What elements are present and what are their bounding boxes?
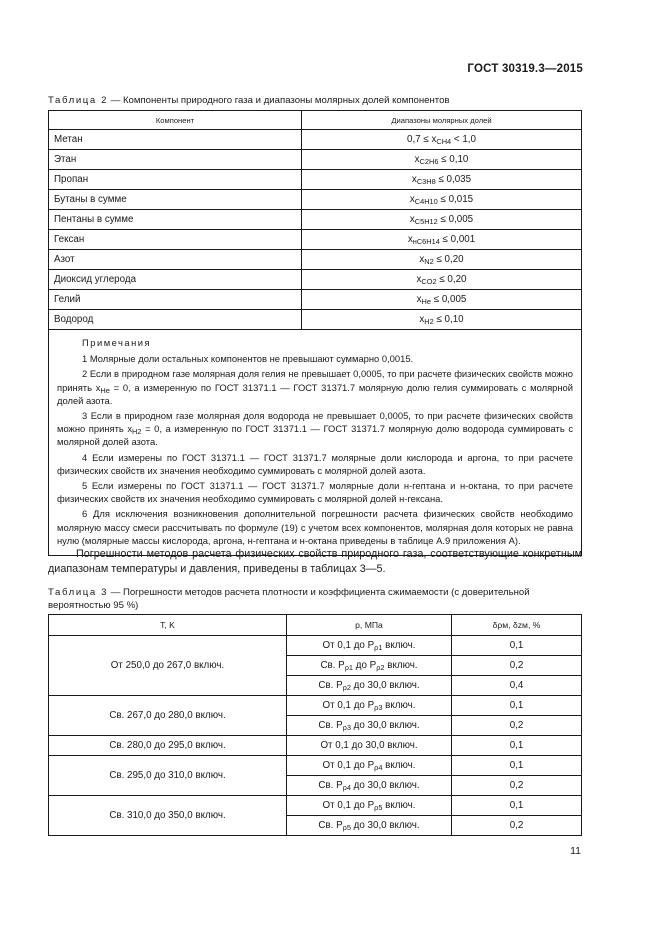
pressure-range xyxy=(287,816,452,836)
component-name: Бутаны в сумме xyxy=(49,190,302,210)
pressure-prefix: От 0,1 до P xyxy=(322,760,375,771)
note-5: 5 Если измерены по ГОСТ 31371.1 — ГОСТ 31371.7 молярные доли н-гептана и н-октана, то при расчете физических свойств их значения необходимо суммировать с молярной долей н-гексана. xyxy=(57,480,573,505)
table-row xyxy=(49,230,582,250)
pressure-suffix: до 30,0 включ. xyxy=(350,720,420,731)
range-subscript: CH4 xyxy=(436,137,452,146)
table-row xyxy=(49,696,582,716)
pressure-suffix: включ. xyxy=(382,800,416,811)
note-3 xyxy=(57,409,573,449)
range-subscript: C4H10 xyxy=(414,197,438,206)
table-row xyxy=(49,736,582,756)
pressure-range xyxy=(287,756,452,776)
pressure-prefix: Св. P xyxy=(318,720,343,731)
range-prefix: x xyxy=(409,214,415,225)
range-prefix: 0,7 ≤ x xyxy=(407,134,437,145)
table2-body xyxy=(49,130,582,330)
table3-caption-text: — Погрешности методов расчета плотности и коэффициента сжимаемости (с доверительной вероятностью 95 %) xyxy=(48,587,530,611)
pressure-prefix: Св. P xyxy=(318,680,343,691)
component-name: Пентаны в сумме xyxy=(49,210,302,230)
table2-caption xyxy=(48,94,588,107)
document-code: ГОСТ 30319.3—2015 xyxy=(467,63,583,75)
range-subscript: H2 xyxy=(424,317,434,326)
table3-body xyxy=(49,636,582,836)
component-name: Диоксид углерода xyxy=(49,270,302,290)
note-3-part-b: = 0, а измеренную по ГОСТ 31371.1 — ГОСТ 31371.7 молярную долю водорода суммировать с молярной долей азота. xyxy=(57,423,574,448)
table3-caption-label: Таблица 3 xyxy=(48,587,109,598)
note-4: 4 Если измерены по ГОСТ 31371.1 — ГОСТ 31371.7 молярные доли кислорода и аргона, то при расчете физических свойств их значения необходимо суммировать с молярной долей азота. xyxy=(57,451,573,476)
component-range xyxy=(302,130,582,150)
component-name: Водород xyxy=(49,310,302,330)
error-value: 0,1 xyxy=(452,636,582,656)
pressure-subscript: ρ5 xyxy=(374,803,383,812)
range-suffix: < 1,0 xyxy=(451,134,476,145)
table-row xyxy=(49,190,582,210)
note-3-subscript: H2 xyxy=(132,427,142,437)
table-row xyxy=(49,170,582,190)
pressure-suffix: включ. xyxy=(382,760,416,771)
table2 xyxy=(48,110,582,556)
table-row xyxy=(49,636,582,656)
range-subscript: CO2 xyxy=(421,277,437,286)
note-6: 6 Для исключения возникновения дополнительной погрешности расчета физических свойств необходимо молярную массу смеси рассчитывать по формуле (19) с учетом всех компонентов, молярная доля которых не равна нулю (молярные массы кислорода, аргона, н-гептана и н-октана приведены в таблице А.9 приложения А). xyxy=(57,508,573,546)
range-suffix: ≤ 0,10 xyxy=(438,154,469,165)
pressure-subscript: ρ5 xyxy=(342,823,351,832)
component-range xyxy=(302,150,582,170)
range-prefix: x xyxy=(416,294,422,305)
table-row xyxy=(49,270,582,290)
range-subscript: C2H6 xyxy=(419,157,439,166)
range-prefix: x xyxy=(411,174,417,185)
component-range xyxy=(302,310,582,330)
pressure-prefix: Св. P xyxy=(318,820,343,831)
pressure-range xyxy=(287,636,452,656)
component-range xyxy=(302,170,582,190)
pressure-suffix: до 30,0 включ. xyxy=(350,820,420,831)
error-value: 0,1 xyxy=(452,756,582,776)
error-value: 0,1 xyxy=(452,736,582,756)
table-row xyxy=(49,150,582,170)
error-value: 0,2 xyxy=(452,776,582,796)
temperature-range: Св. 267,0 до 280,0 включ. xyxy=(49,696,287,736)
table3 xyxy=(48,614,582,836)
table-row xyxy=(49,210,582,230)
error-value: 0,2 xyxy=(452,656,582,676)
table-row xyxy=(49,130,582,150)
table-row xyxy=(49,310,582,330)
range-prefix: x xyxy=(416,274,422,285)
pressure-range xyxy=(287,736,452,756)
table-row xyxy=(49,250,582,270)
temperature-range: Св. 295,0 до 310,0 включ. xyxy=(49,756,287,796)
temperature-range: Св. 310,0 до 350,0 включ. xyxy=(49,796,287,836)
component-name: Гелий xyxy=(49,290,302,310)
table3-caption xyxy=(48,586,588,612)
range-prefix: x xyxy=(414,154,420,165)
range-suffix: ≤ 0,10 xyxy=(433,314,464,325)
range-prefix: x xyxy=(409,194,415,205)
note-1: 1 Молярные доли остальных компонентов не превышают суммарно 0,0015. xyxy=(82,353,414,365)
error-value: 0,1 xyxy=(452,796,582,816)
error-value: 0,4 xyxy=(452,676,582,696)
note-2-part-b: = 0, а измеренную по ГОСТ 31371.1 — ГОСТ 31371.7 молярную долю гелия суммировать с молярной долей азота. xyxy=(57,381,573,406)
pressure-middle: до P xyxy=(353,660,377,671)
body-paragraph: Погрешности методов расчета физических свойств природного газа, соответствующие конкретным диапазонам температуры и давления, приведены в таблицах 3—5. xyxy=(48,548,582,575)
pressure-subscript: ρ3 xyxy=(374,703,383,712)
component-range xyxy=(302,290,582,310)
component-range xyxy=(302,270,582,290)
table2-notes-row xyxy=(49,330,582,556)
pressure-range xyxy=(287,776,452,796)
pressure-range xyxy=(287,716,452,736)
table2-notes xyxy=(49,330,582,556)
range-suffix: ≤ 0,20 xyxy=(433,254,464,265)
error-value: 0,2 xyxy=(452,716,582,736)
pressure-range xyxy=(287,696,452,716)
table2-header-range: Диапазоны молярных долей xyxy=(302,111,582,130)
pressure-prefix: Св. P xyxy=(320,660,345,671)
pressure-prefix: От 0,1 до P xyxy=(322,800,375,811)
range-suffix: ≤ 0,035 xyxy=(435,174,472,185)
component-range xyxy=(302,250,582,270)
pressure-prefix: Св. P xyxy=(318,780,343,791)
pressure-prefix: От 0,1 до P xyxy=(322,700,375,711)
note-3-part-a: 3 Если в природном газе молярная доля водорода не превышает 0,0005, то при расчете физических свойств можно принять x xyxy=(57,410,573,435)
pressure-suffix: до 30,0 включ. xyxy=(350,680,420,691)
pressure-suffix: до 30,0 включ. xyxy=(350,780,420,791)
table2-caption-label: Таблица 2 xyxy=(48,95,109,106)
pressure-range xyxy=(287,676,452,696)
table-row xyxy=(49,796,582,816)
temperature-range: От 250,0 до 267,0 включ. xyxy=(49,636,287,696)
pressure-subscript: ρ4 xyxy=(342,783,351,792)
table2-header-component: Компонент xyxy=(49,111,302,130)
page-number: 11 xyxy=(570,845,581,857)
component-name: Азот xyxy=(49,250,302,270)
pressure-suffix: включ. xyxy=(384,660,418,671)
temperature-range: Св. 280,0 до 295,0 включ. xyxy=(49,736,287,756)
range-suffix: ≤ 0,20 xyxy=(436,274,467,285)
table-row xyxy=(49,756,582,776)
range-suffix: ≤ 0,005 xyxy=(437,214,474,225)
component-range xyxy=(302,190,582,210)
range-prefix: x xyxy=(419,254,425,265)
note-2-subscript: He xyxy=(100,385,110,395)
range-subscript: нC6H14 xyxy=(412,237,440,246)
pressure-subscript: ρ1 xyxy=(344,663,354,672)
pressure-suffix: включ. xyxy=(382,640,416,651)
pressure-range xyxy=(287,796,452,816)
notes-title: Примечания xyxy=(82,337,152,348)
range-subscript: C5H12 xyxy=(414,217,438,226)
table2-header-row xyxy=(49,111,582,130)
table-row xyxy=(49,290,582,310)
pressure-prefix: От 0,1 до P xyxy=(322,640,375,651)
pressure-subscript: ρ2 xyxy=(342,683,351,692)
component-name: Гексан xyxy=(49,230,302,250)
pressure-prefix: От 0,1 до 30,0 включ. xyxy=(320,740,418,751)
range-suffix: ≤ 0,015 xyxy=(437,194,474,205)
pressure-range xyxy=(287,656,452,676)
note-2-part-a: 2 Если в природном газе молярная доля гелия не превышает 0,0005, то при расчете физических свойств можно принять x xyxy=(57,368,573,393)
error-value: 0,2 xyxy=(452,816,582,836)
pressure-subscript: ρ1 xyxy=(374,643,383,652)
table3-header-error: δρм, δzм, % xyxy=(452,615,582,636)
note-2 xyxy=(57,367,573,407)
range-subscript: He xyxy=(421,297,431,306)
range-suffix: ≤ 0,005 xyxy=(431,294,467,305)
table3-header-row xyxy=(49,615,582,636)
component-name: Пропан xyxy=(49,170,302,190)
table3-header-temperature: T, K xyxy=(49,615,287,636)
pressure-subscript: ρ3 xyxy=(342,723,351,732)
component-range xyxy=(302,230,582,250)
pressure-subscript-2: ρ2 xyxy=(376,663,385,672)
component-name: Метан xyxy=(49,130,302,150)
pressure-suffix: включ. xyxy=(382,700,416,711)
table2-caption-text: — Компоненты природного газа и диапазоны молярных долей компонентов xyxy=(108,95,450,106)
table3-header-pressure: p, МПа xyxy=(287,615,452,636)
component-range xyxy=(302,210,582,230)
error-value: 0,1 xyxy=(452,696,582,716)
range-subscript: C3H8 xyxy=(416,177,436,186)
range-prefix: x xyxy=(407,234,413,245)
component-name: Этан xyxy=(49,150,302,170)
range-subscript: N2 xyxy=(424,257,434,266)
range-suffix: ≤ 0,001 xyxy=(439,234,476,245)
range-prefix: x xyxy=(419,314,425,325)
pressure-subscript: ρ4 xyxy=(374,763,383,772)
